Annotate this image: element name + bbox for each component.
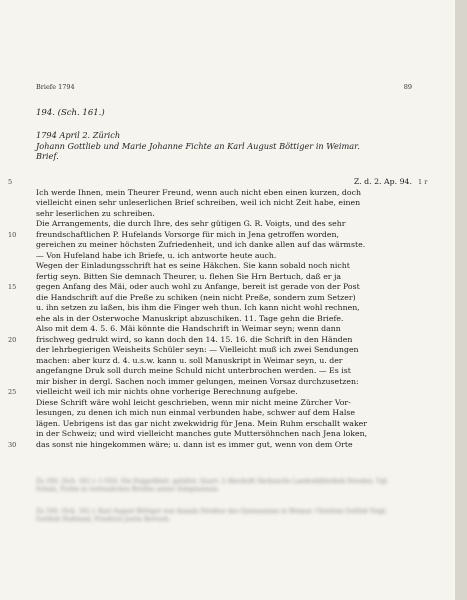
line-text: ehe als in der Osterwoche Manuskript abzuschiken. 11. Tage gehn die Briefe. [36,313,344,323]
text-line [8,177,428,188]
line-text: vielleicht weil ich mir nichts ohne vorherige Berechnung aufgebe. [36,387,298,396]
line-text: Wegen der Einladungsschrift hat es seine Häkchen. Sie kann sobald noch nicht [36,261,350,270]
line-text: Ich werde Ihnen, mein Theurer Freund, wenn auch nicht eben einen kurzen, doch [36,187,361,197]
text-line [36,261,412,272]
letter-meta [36,130,412,162]
margin-note: 1 r [418,178,428,186]
text-line [36,366,412,377]
line-text: gegen Anfang des Mäi, oder auch wohl zu Anfange, bereit ist gerade von der Post [36,282,360,291]
text-line [8,334,412,346]
running-header [36,83,412,91]
line-text: lägen. Uebrigens ist das gar nicht zwekwidrig für Jena. Mein Ruhm erschallt waker [36,418,368,428]
text-line [36,356,412,367]
letter-date-place: 1794 April 2. Zürich [36,130,121,140]
line-text: der lehrbegierigen Weisheits Schüler seyn: — Vielleicht muß ich zwei Sendungen [36,345,359,354]
text-line [36,198,412,209]
line-text: u. ihn setzen zu laßen, bis ihm die Finger weh thun. Ich kann nicht wohl rechnen, [36,303,360,312]
text-line [36,293,412,304]
line-text: fertig seyn. Bitten Sie demnach Theurer, u. flehen Sie Hrn Bertuch, daß er ja [36,271,342,281]
line-text: machen: aber kurz d. 4. u.s.w. kann u. soll Manuskript in Weimar seyn, u. der [36,355,343,365]
line-text: Also mit dem 4. 5. 6. Mäi könnte die Handschrift in Weimar seyn; wenn dann [36,324,341,333]
text-line [36,408,412,419]
text-line [36,240,412,251]
text-line [8,282,412,293]
line-text: sehr leserlichen zu schreiben. [36,208,155,218]
line-text: Die Arrangements, die durch Ihre, des sehr gütigen G. R. Voigts, und des sehr [36,219,346,228]
line-text: lesungen, zu denen ich mich nun einmal verbunden habe, schwer auf dem Halse [36,408,355,417]
text-line [36,377,412,388]
text-line [8,387,412,398]
text-line [8,229,412,241]
text-line [36,219,412,230]
line-number: 20 [8,335,17,344]
line-text: frischweg gedrukt wird, so kann doch den 14. 15. 16. die Schrift in den Händen [36,334,353,344]
footnote-second: Zu 194. (Sch. 161.): Karl August Böttiger war damals Direktor des Gymnasiums in Weimar. Christian Gottlob Voigt, Gottlieb Hufeland, Friedrich Justin Bertuch. [36,508,388,523]
page-number: 89 [403,83,412,91]
line-text: gereichen zu meiner höchsten Zufriedenheit, und ich danke allen auf das wärmste. [36,240,366,249]
text-line [36,272,412,283]
letter-addressee-line-2: Brief. [36,151,59,161]
text-line [36,398,412,409]
line-text: angefangne Druk soll durch meine Schuld nicht unterbrochen werden. — Es ist [36,366,351,375]
letter-reference: 194. (Sch. 161.) [36,108,105,118]
text-line [36,419,412,430]
text-line [36,314,412,325]
line-text: die Handschrift auf die Preße zu schiken (nein nicht Preße, sondern zum Setzer) [36,292,356,302]
line-number: 15 [8,283,17,291]
line-text: vielleicht einen sehr unleserlichen Brief schreiben, weil ich nicht Zeit habe, einen [36,198,361,207]
line-text: Z. d. 2. Ap. 94. [353,177,412,186]
text-line [36,345,412,356]
text-line [36,188,412,199]
line-text: — Von Hufeland habe ich Briefe, u. ich antworte heute auch. [36,250,277,260]
text-line [36,324,412,335]
text-line [36,303,412,314]
line-number: 30 [8,440,17,449]
letter-addressee-line-1: Johann Gottlieb und Marie Johanne Fichte an Karl August Böttiger in Weimar. [36,140,360,151]
line-number: 10 [8,230,17,239]
text-line [36,429,412,440]
text-line [36,251,412,262]
footnote-first: Zu 194. (Sch. 161.): 1 GSA. Ein Doppelblatt, gefaltet, Quart. 2 Abschrift Sächsische Landesbibliothek Dresden. Vgl. Schulz, Fichte in vertraulichen Briefen seiner Zeitgenossen. [36,478,389,493]
running-title: Briefe 1794 [36,83,75,91]
line-text: in der Schweiz; und wird vielleicht manches gute Muttersöhnchen nach Jena loken, [36,429,368,438]
line-number: 25 [8,388,17,396]
line-number: 5 [8,178,13,186]
letter-body [8,177,428,450]
line-text: mir bisher in dergl. Sachen noch immer gelungen, meinen Vorsaz durchzusetzen: [36,376,359,386]
text-line [36,209,412,220]
line-text: Diese Schrift wäre wohl leicht geschrieben, wenn mir nicht meine Zürcher Vor- [36,397,351,407]
line-text: freundschaftlichen P. Hufelands Vorsorge für mich in Jena getroffen worden, [36,229,339,239]
line-text: das sonst nie hingekommen wäre; u. dann ist es immer gut, wenn von dem Orte [36,439,353,449]
text-line [8,439,412,451]
book-spine [455,0,467,600]
